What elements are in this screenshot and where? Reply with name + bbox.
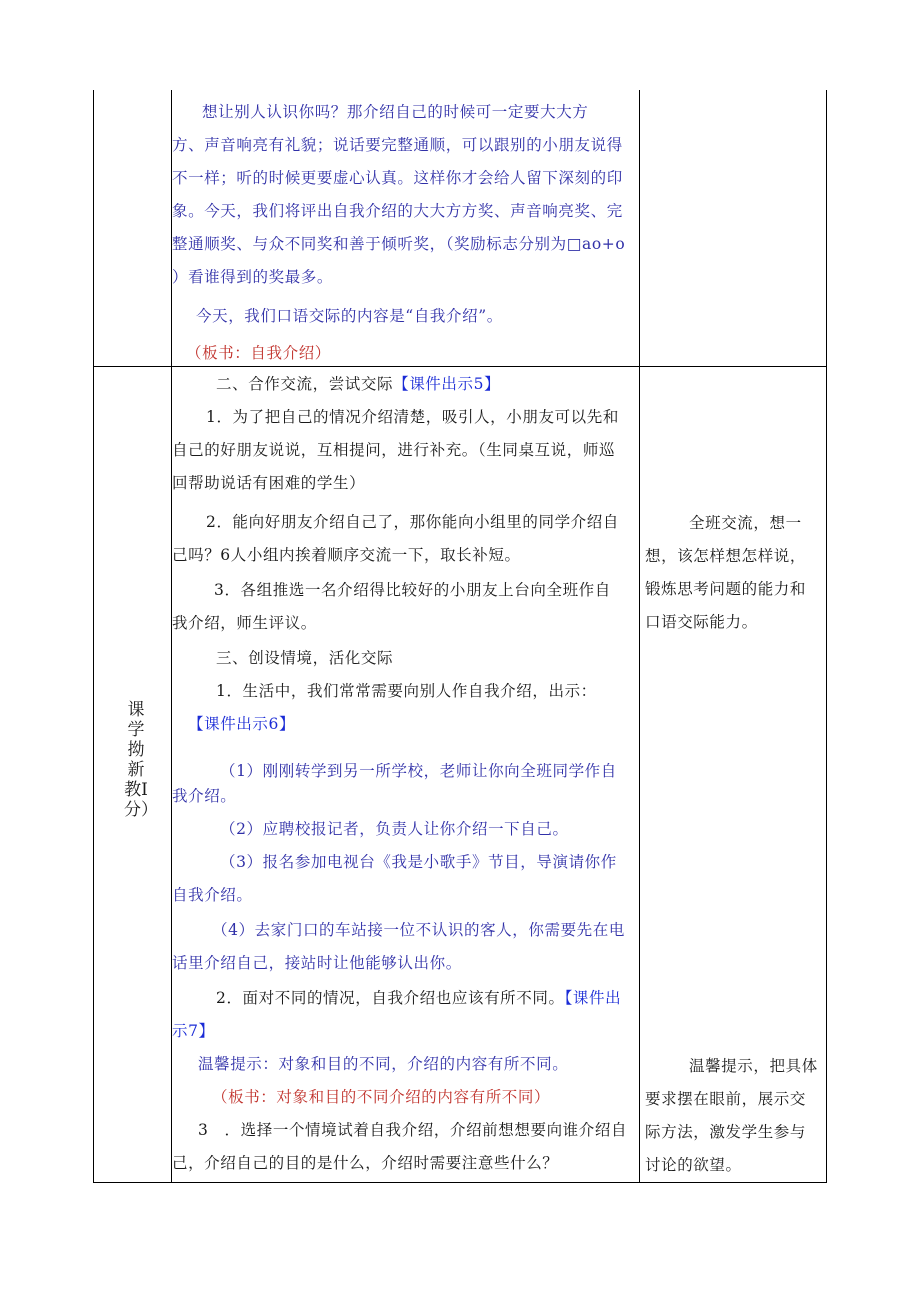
row1-line: 想让别人认识你吗？那介绍自己的时候可一定要大大方 [202, 103, 589, 121]
table-border-bottom [93, 1182, 827, 1183]
life-line: 1．生活中，我们常常需要向别人作自我介绍，出示： [216, 682, 597, 700]
today-topic: 今天，我们口语交际的内容是“自我介绍”。 [196, 307, 503, 325]
tip-line: 温馨提示：对象和目的不同，介绍的内容有所不同。 [198, 1055, 569, 1073]
section2-title-text: 二、合作交流，尝试交际 [216, 375, 394, 393]
note-2 [645, 1050, 821, 1182]
row1-line: 方、声音响亮有礼貌；说话要完整通顺，可以跟别的小朋友说得 [172, 136, 623, 154]
row1-line: ）看谁得到的奖最多。 [172, 268, 334, 286]
note-1-text: 全班交流，想一想，该怎样想怎样说，锻炼思考问题的能力和口语交际能力。 [645, 514, 807, 631]
scenario-4: 话里介绍自己，接站时让他能够认出你。 [172, 954, 462, 972]
section2-title [172, 368, 638, 401]
scenario-1: 我介绍。 [172, 787, 237, 805]
row1-line: 整通顺奖、与众不同奖和善于倾听奖，（奖励标志分别为□ao+o [172, 235, 626, 253]
table-divider-col2 [639, 90, 640, 1183]
board-note-2: （板书：对象和目的不同介绍的内容有所不同） [212, 1088, 551, 1106]
item3-line: 3．各组推选一名介绍得比较好的小朋友上台向全班作自 [214, 581, 611, 599]
note-2-text: 温馨提示，把具体要求摆在眼前，展示交际方法，激发学生参与讨论的欲望。 [645, 1057, 818, 1174]
item2b-text: 2．面对不同的情况，自我介绍也应该有所不同。 [216, 989, 565, 1007]
board-note: （板书：自我介绍） [186, 344, 331, 362]
scenario-1: （1）刚刚转学到另一所学校，老师让你向全班同学作自 [220, 762, 617, 780]
table-row-divider [93, 366, 827, 367]
table-border-right [826, 90, 827, 1183]
scenario-3: （3）报名参加电视台《我是小歌手》节目，导演请你作 [220, 853, 617, 871]
table-border-left [93, 90, 94, 1183]
scenario-4: （4）去家门口的车站接一位不认识的客人，你需要先在电 [212, 921, 625, 939]
courseware-tag-5: 【课件出示5】 [393, 375, 501, 393]
row1-content [172, 96, 638, 366]
section3-title: 三、创设情境，活化交际 [216, 649, 394, 667]
scenario-3: 自我介绍。 [172, 886, 253, 904]
item2b-line [172, 982, 638, 1015]
row1-line: 不一样；听的时候更要虚心认真。这样你才会给人留下深刻的印 [172, 169, 623, 187]
row2-content [172, 368, 638, 1182]
item3b-line: 己，介绍自己的目的是什么，介绍时需要注意些什么？ [172, 1154, 559, 1172]
item2-line: 己吗？6人小组内挨着顺序交流一下，取长补短。 [172, 546, 521, 564]
item3b-line: 3 ．选择一个情境试着自我介绍，介绍前想想要向谁介绍自 [198, 1121, 628, 1139]
scenario-2: （2）应聘校报记者，负责人让你介绍一下自己。 [220, 820, 569, 838]
item1-line: 1．为了把自己的情况介绍清楚，吸引人，小朋友可以先和 [206, 408, 619, 426]
item2-line: 2．能向好朋友介绍自己了，那你能向小组里的同学介绍自 [206, 513, 619, 531]
courseware-tag-7: 【课件出 [564, 989, 622, 1007]
stage-label: 课学拗新教I分） [124, 700, 158, 820]
note-1 [645, 507, 821, 639]
row1-line: 象。今天，我们将评出自我介绍的大大方方奖、声音响亮奖、完 [172, 202, 623, 220]
courseware-tag-6: 【课件出示6】 [188, 715, 296, 733]
item1-line: 自己的好朋友说说，互相提问，进行补充。（生同桌互说，师巡 [172, 441, 616, 459]
courseware-tag-7-cont: 示7】 [172, 1022, 215, 1040]
item1-line: 回帮助说话有困难的学生） [172, 474, 366, 492]
item3-line: 我介绍，师生评议。 [172, 614, 317, 632]
